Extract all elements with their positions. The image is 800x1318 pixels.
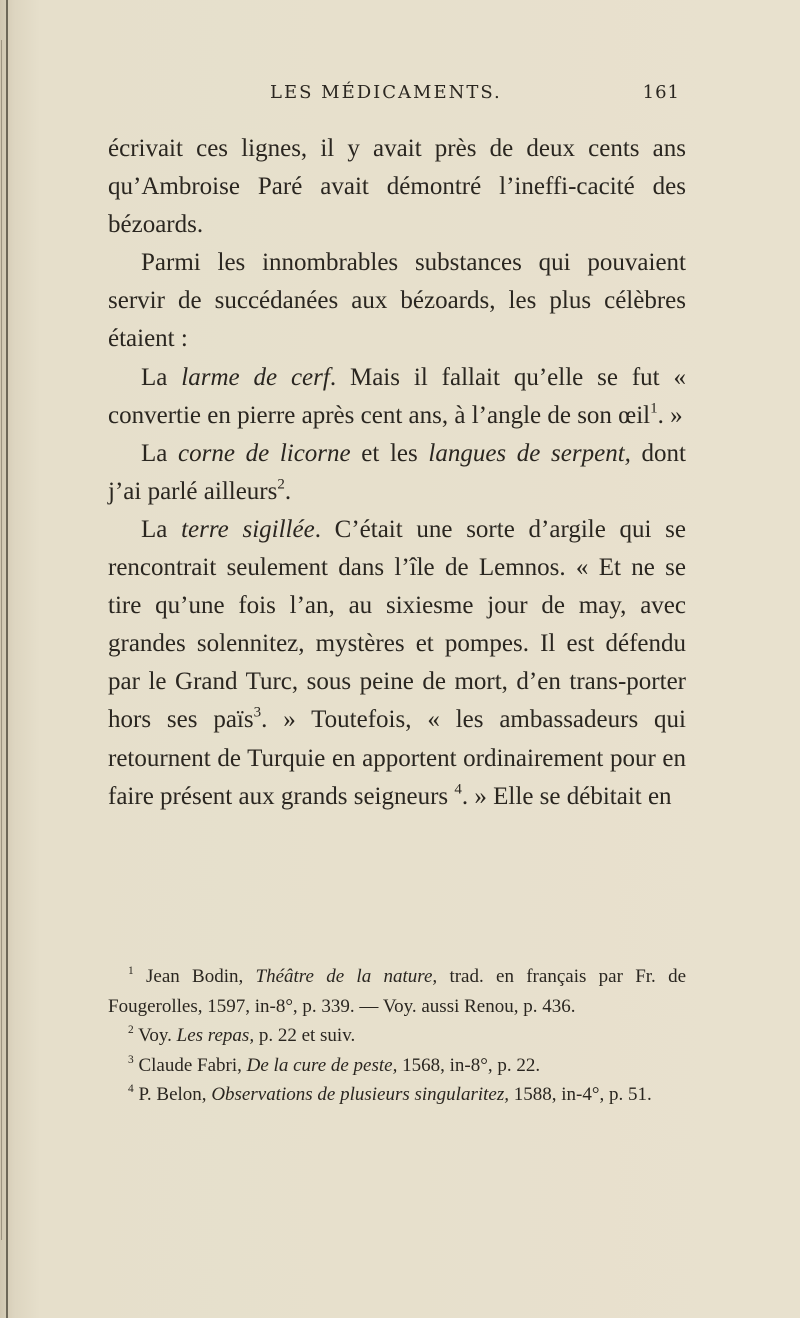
page-number: 161: [642, 82, 680, 103]
running-header: [108, 80, 686, 110]
footnote-ref: 1: [128, 965, 134, 978]
text-run: Parmi les innombrables substances qui pouvaient servir de succédanées aux bézoards, les plus célèbres étaient :: [108, 249, 686, 353]
running-title: LES MÉDICAMENTS.: [270, 82, 502, 103]
italic-text: corne de licorne: [178, 439, 351, 467]
paragraph: [108, 435, 686, 511]
footnote-ref: 2: [277, 476, 285, 493]
text-run: dont j’ai parlé ailleurs: [108, 439, 686, 505]
paragraph: [108, 244, 686, 358]
text-run: La: [141, 363, 182, 391]
footnote: [108, 1051, 686, 1081]
italic-text: larme de cerf: [181, 363, 330, 391]
text-run: Claude Fabri,: [133, 1054, 247, 1076]
footnote-ref: 2: [128, 1024, 134, 1037]
text-run: . » Toutefois, « les ambassadeurs qui retournent de Turquie en apportent ordinairement pour en faire présent aux grands seigneurs: [108, 706, 686, 810]
italic-text: Observations de plusieurs singularitez,: [211, 1084, 509, 1106]
text-run: écrivait ces lignes, il y avait près de deux cents ans qu’Ambroise Paré avait démontré l’ineffi-cacité des bézoards.: [108, 135, 686, 239]
text-run: . » Elle se débitait en: [461, 782, 672, 810]
text-run: La: [141, 515, 182, 543]
italic-text: langues de serpent,: [428, 439, 631, 467]
footnote-ref: 3: [128, 1053, 134, 1066]
text-run: . »: [657, 401, 683, 429]
italic-text: Théâtre de la nature,: [255, 966, 438, 987]
footnotes: [108, 962, 686, 1110]
text-run: . Mais il fallait qu’elle se fut « convertie en pierre après cent ans, à l’angle de son œil: [108, 363, 687, 429]
main-text: [108, 130, 686, 816]
text-run: et les: [350, 439, 429, 467]
text-run: Voy.: [133, 1025, 177, 1047]
italic-text: Les repas,: [176, 1025, 255, 1047]
text-run: .: [284, 477, 292, 505]
binding-shadow: [1, 40, 2, 1240]
text-run: 1588, in-4°, p. 51.: [508, 1084, 652, 1106]
footnote-ref: 3: [253, 704, 262, 721]
paragraph: [108, 359, 686, 435]
footnote: [108, 1021, 686, 1051]
footnote-ref: 1: [650, 400, 658, 417]
footnote-ref: 4: [128, 1083, 134, 1096]
paragraph: [108, 130, 686, 244]
text-run: 1568, in-8°, p. 22.: [397, 1054, 541, 1076]
text-run: trad. en français par Fr. de Fougerolles, 1597, in-8°, p. 339. — Voy. aussi Renou, p. 436.: [108, 966, 687, 1017]
text-run: P. Belon,: [133, 1084, 212, 1106]
italic-text: De la cure de peste,: [246, 1054, 398, 1076]
text-run: . C’était une sorte d’argile qui se rencontrait seulement dans l’île de Lemnos. « Et ne se tire qu’une fois l’an, au sixiesme jour de may, avec grandes solennitez, mystères et pompes. Il est défendu par le Grand Turc, sous peine de mort, d’en trans-porter hors ses païs: [108, 515, 687, 734]
footnote-ref: 4: [454, 781, 462, 798]
text-run: La: [141, 439, 179, 467]
text-run: p. 22 et suiv.: [254, 1025, 356, 1047]
italic-text: terre sigillée: [181, 515, 315, 543]
binding-edge: [6, 0, 8, 1318]
text-run: Jean Bodin,: [133, 966, 256, 987]
footnote: [108, 1080, 686, 1110]
footnote: [108, 962, 686, 1021]
paragraph: [108, 511, 686, 816]
